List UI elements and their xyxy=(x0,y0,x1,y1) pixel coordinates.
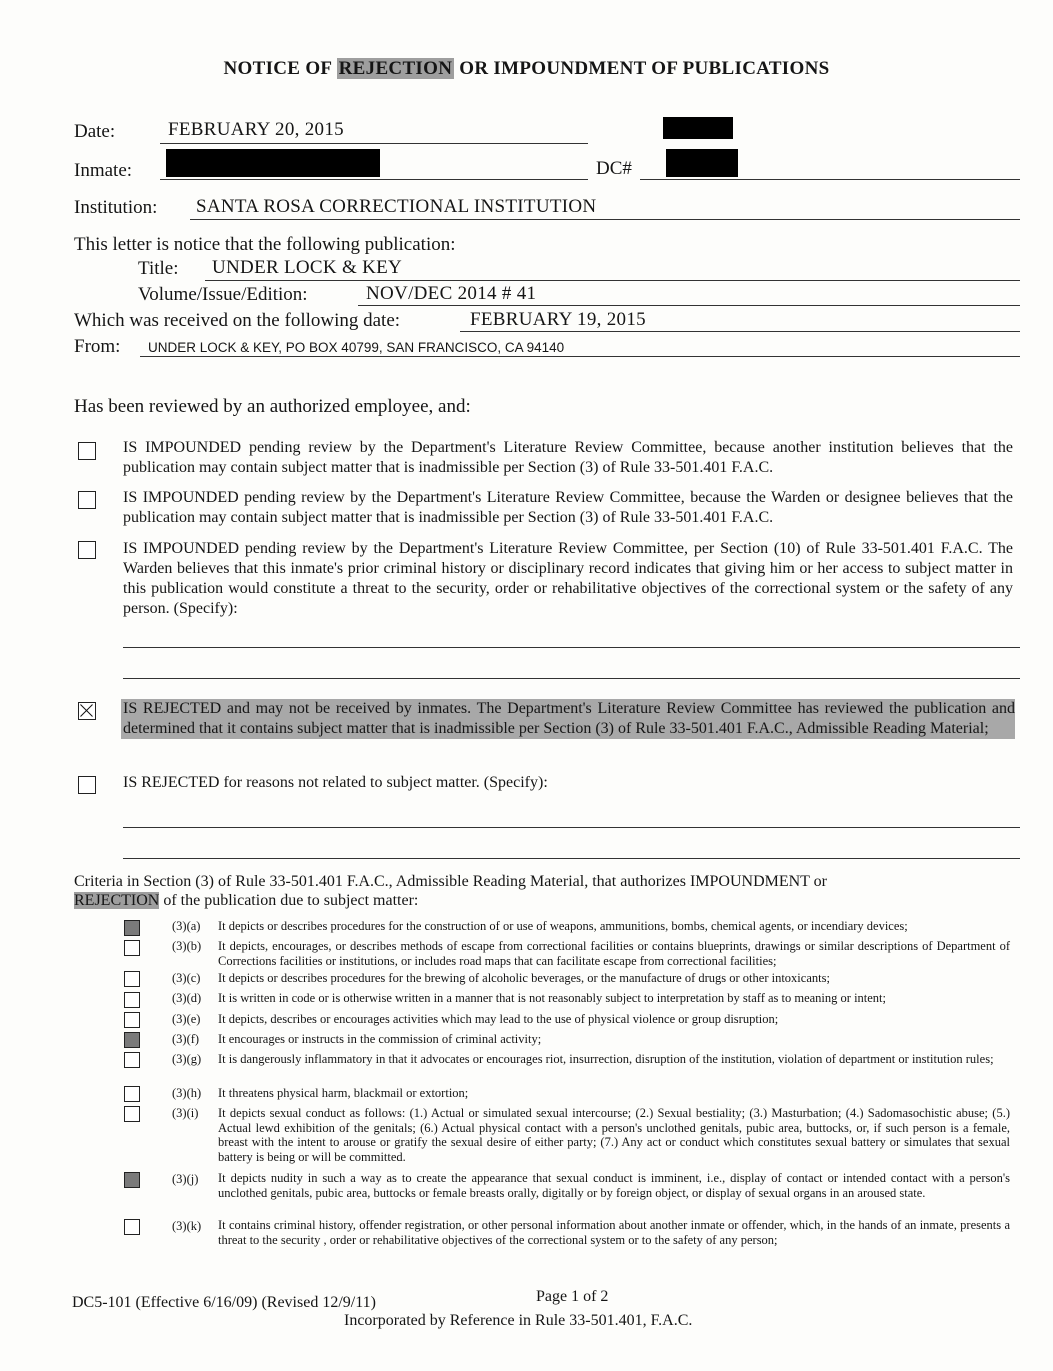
criterion-3k-checkbox[interactable] xyxy=(124,1219,140,1235)
publication-title-label: Title: xyxy=(138,258,179,279)
option-impounded-criminal-history-text: IS IMPOUNDED pending review by the Department's Literature Review Committee, per Section (10) of Rule 33-501.401 F.A.C. The Warden believes that this inmate's prior criminal history or disciplinary record indicates that giving him or her access to subject matter in this publication would constitute a threat to the security, order or rehabilitative objectives of the correctional system or the safety of any person. (Specify): xyxy=(123,540,1013,617)
option-impounded-other-institution-checkbox[interactable] xyxy=(78,442,96,460)
volume-value: NOV/DEC 2014 # 41 xyxy=(366,283,537,304)
date-value: FEBRUARY 20, 2015 xyxy=(168,119,344,140)
from-underline xyxy=(140,356,1020,357)
criteria-intro-rest: of the publication due to subject matter: xyxy=(159,892,419,909)
specify-line-2 xyxy=(123,678,1020,679)
institution-label: Institution: xyxy=(74,197,158,218)
criterion-3a-code: (3)(a) xyxy=(172,919,201,933)
option-impounded-criminal-history-checkbox[interactable] xyxy=(78,541,96,559)
criterion-3h-checkbox[interactable] xyxy=(124,1086,140,1102)
criterion-3c-code: (3)(c) xyxy=(172,971,201,985)
inmate-underline xyxy=(160,179,588,180)
criterion-3k-code: (3)(k) xyxy=(172,1219,202,1233)
received-underline xyxy=(460,331,1020,332)
option-impounded-warden-checkbox[interactable] xyxy=(78,491,96,509)
publication-title-value: UNDER LOCK & KEY xyxy=(212,257,403,278)
criterion-3g-checkbox[interactable] xyxy=(124,1052,140,1068)
option-rejected-other-reasons-checkbox[interactable] xyxy=(78,776,96,794)
criterion-3b-code: (3)(b) xyxy=(172,939,202,953)
criterion-3d-text: It is written in code or is otherwise written in a manner that is not reasonably subject to interpretation by staff as to meaning or intent; xyxy=(218,991,887,1005)
criterion-3e-code: (3)(e) xyxy=(172,1012,201,1026)
criterion-3c-checkbox[interactable] xyxy=(124,971,140,987)
criterion-3h-code: (3)(h) xyxy=(172,1086,202,1100)
specify-line-1 xyxy=(123,647,1020,648)
criterion-3i-code: (3)(i) xyxy=(172,1106,199,1120)
criteria-intro-line-1: Criteria in Section (3) of Rule 33-501.401 F.A.C., Admissible Reading Material, that authorizes IMPOUNDMENT or xyxy=(74,873,827,890)
criterion-3e-text: It depicts, describes or encourages activities which may lead to the use of physical violence or group disruption; xyxy=(218,1012,779,1026)
page-number: Page 1 of 2 xyxy=(536,1288,609,1305)
criterion-3i-checkbox[interactable] xyxy=(124,1106,140,1122)
criterion-3d-checkbox[interactable] xyxy=(124,992,140,1008)
received-label: Which was received on the following date: xyxy=(74,310,401,331)
option-rejected-subject-matter-text: IS REJECTED and may not be received by inmates. The Department's Literature Review Committee has reviewed the publication and determined that it contains subject matter that is inadmissible per Section (3) of Rule 33-501.401 F.A.C., Admissible Reading Material; xyxy=(123,700,1015,737)
dc-number-underline xyxy=(640,179,1020,180)
option-impounded-other-institution-text: IS IMPOUNDED pending review by the Department's Literature Review Committee, because another institution believes that the publication may contain subject matter that is inadmissible per Section (3) of Rule 33-501.401 F.A.C. xyxy=(123,439,1013,476)
criterion-3j-checkbox[interactable] xyxy=(124,1172,140,1188)
option-rejected-subject-matter-checkbox[interactable] xyxy=(78,702,96,720)
criterion-3a-text: It depicts or describes procedures for the construction of or use of weapons, ammunitions, bombs, chemical agents, or incendiary devices; xyxy=(218,919,908,933)
from-value: UNDER LOCK & KEY, PO BOX 40799, SAN FRANCISCO, CA 94140 xyxy=(148,340,565,355)
criterion-3a-checkbox[interactable] xyxy=(124,920,140,936)
title-underline xyxy=(205,280,1020,281)
received-value: FEBRUARY 19, 2015 xyxy=(470,309,646,330)
incorporated-by-reference: Incorporated by Reference in Rule 33-501.401, F.A.C. xyxy=(344,1312,693,1329)
criterion-3h-text: It threatens physical harm, blackmail or extortion; xyxy=(218,1086,469,1100)
title-text-end: OR IMPOUNDMENT OF PUBLICATIONS xyxy=(454,58,830,79)
notice-title xyxy=(0,58,1053,80)
institution-underline xyxy=(190,219,1020,220)
review-statement: Has been reviewed by an authorized employee, and: xyxy=(74,396,471,417)
redaction-block-top xyxy=(663,117,733,139)
criterion-3g-code: (3)(g) xyxy=(172,1052,202,1066)
criterion-3j-code: (3)(j) xyxy=(172,1172,199,1186)
from-label: From: xyxy=(74,336,121,357)
criterion-3f-checkbox[interactable] xyxy=(124,1032,140,1048)
criterion-3f-code: (3)(f) xyxy=(172,1032,200,1046)
date-underline xyxy=(160,143,588,144)
title-highlight-rejection: REJECTION xyxy=(338,58,453,79)
criterion-3f-text: It encourages or instructs in the commission of criminal activity; xyxy=(218,1032,542,1046)
specify-line-4 xyxy=(123,858,1020,859)
specify-line-3 xyxy=(123,827,1020,828)
volume-underline xyxy=(358,305,1020,306)
criterion-3k-text: It contains criminal history, offender registration, or other personal information about another inmate or offender, which, in the hands of an inmate, presents a threat to the security , order or rehabilitative objectives of the correctional system or to the safety of any person; xyxy=(218,1218,1010,1247)
criterion-3e-checkbox[interactable] xyxy=(124,1012,140,1028)
inmate-label: Inmate: xyxy=(74,160,133,181)
criterion-3c-text: It depicts or describes procedures for the brewing of alcoholic beverages, or the manufacture of drugs or other intoxicants; xyxy=(218,971,830,985)
criterion-3j-text: It depicts nudity in such a way as to create the appearance that sexual conduct is imminent, i.e., display of contact or intended contact with a person's unclothed genitals, pubic area, buttocks or female breasts orally, digitally or by foreign object, or display of sexual organs in an aroused state. xyxy=(218,1171,1010,1200)
criterion-3b-checkbox[interactable] xyxy=(124,940,140,956)
option-rejected-other-reasons-text: IS REJECTED for reasons not related to subject matter. (Specify): xyxy=(123,774,548,791)
title-text-start: NOTICE OF xyxy=(223,58,337,79)
dc-number-label: DC# xyxy=(596,158,632,179)
date-label: Date: xyxy=(74,121,116,142)
redaction-dc-number xyxy=(666,149,738,177)
criteria-rejection-highlight: REJECTION xyxy=(74,892,160,909)
redaction-inmate-name xyxy=(166,149,380,177)
institution-value: SANTA ROSA CORRECTIONAL INSTITUTION xyxy=(196,196,597,217)
criterion-3d-code: (3)(d) xyxy=(172,991,202,1005)
notice-intro: This letter is notice that the following publication: xyxy=(74,234,456,255)
criteria-intro-line-2 xyxy=(74,892,418,910)
option-impounded-warden-text: IS IMPOUNDED pending review by the Department's Literature Review Committee, because the Warden or designee believes that the publication may contain subject matter that is inadmissible per Section (3) of Rule 33-501.401 F.A.C. xyxy=(123,489,1013,526)
criterion-3i-text: It depicts sexual conduct as follows: (1.) Actual or simulated sexual intercourse; (2.) Sexual bestiality; (3.) Masturbation; (4.) Sadomasochistic abuse; (5.) Actual lewd exhibition of the genitals; (6.) Actual physical contact with a person's unclothed genitals, pubic area, buttocks, or, if such person is a female, breast with the intent to arouse or gratify the sexual desire of either party; (7.) Any act or conduct which constitutes sexual battery or simulates that sexual battery is being or will be committed. xyxy=(218,1106,1010,1164)
criterion-3g-text: It is dangerously inflammatory in that it advocates or encourages riot, insurrection, disruption of the institution, violation of department or institution rules; xyxy=(218,1052,994,1066)
form-identifier: DC5-101 (Effective 6/16/09) (Revised 12/9/11) xyxy=(72,1294,376,1311)
criterion-3b-text: It depicts, encourages, or describes methods of escape from correctional facilities or contains blueprints, drawings or similar descriptions of Department of Corrections facilities or institutions, or includes road maps that can facilitate escape from correctional facilities; xyxy=(218,939,1010,968)
volume-label: Volume/Issue/Edition: xyxy=(138,284,308,305)
